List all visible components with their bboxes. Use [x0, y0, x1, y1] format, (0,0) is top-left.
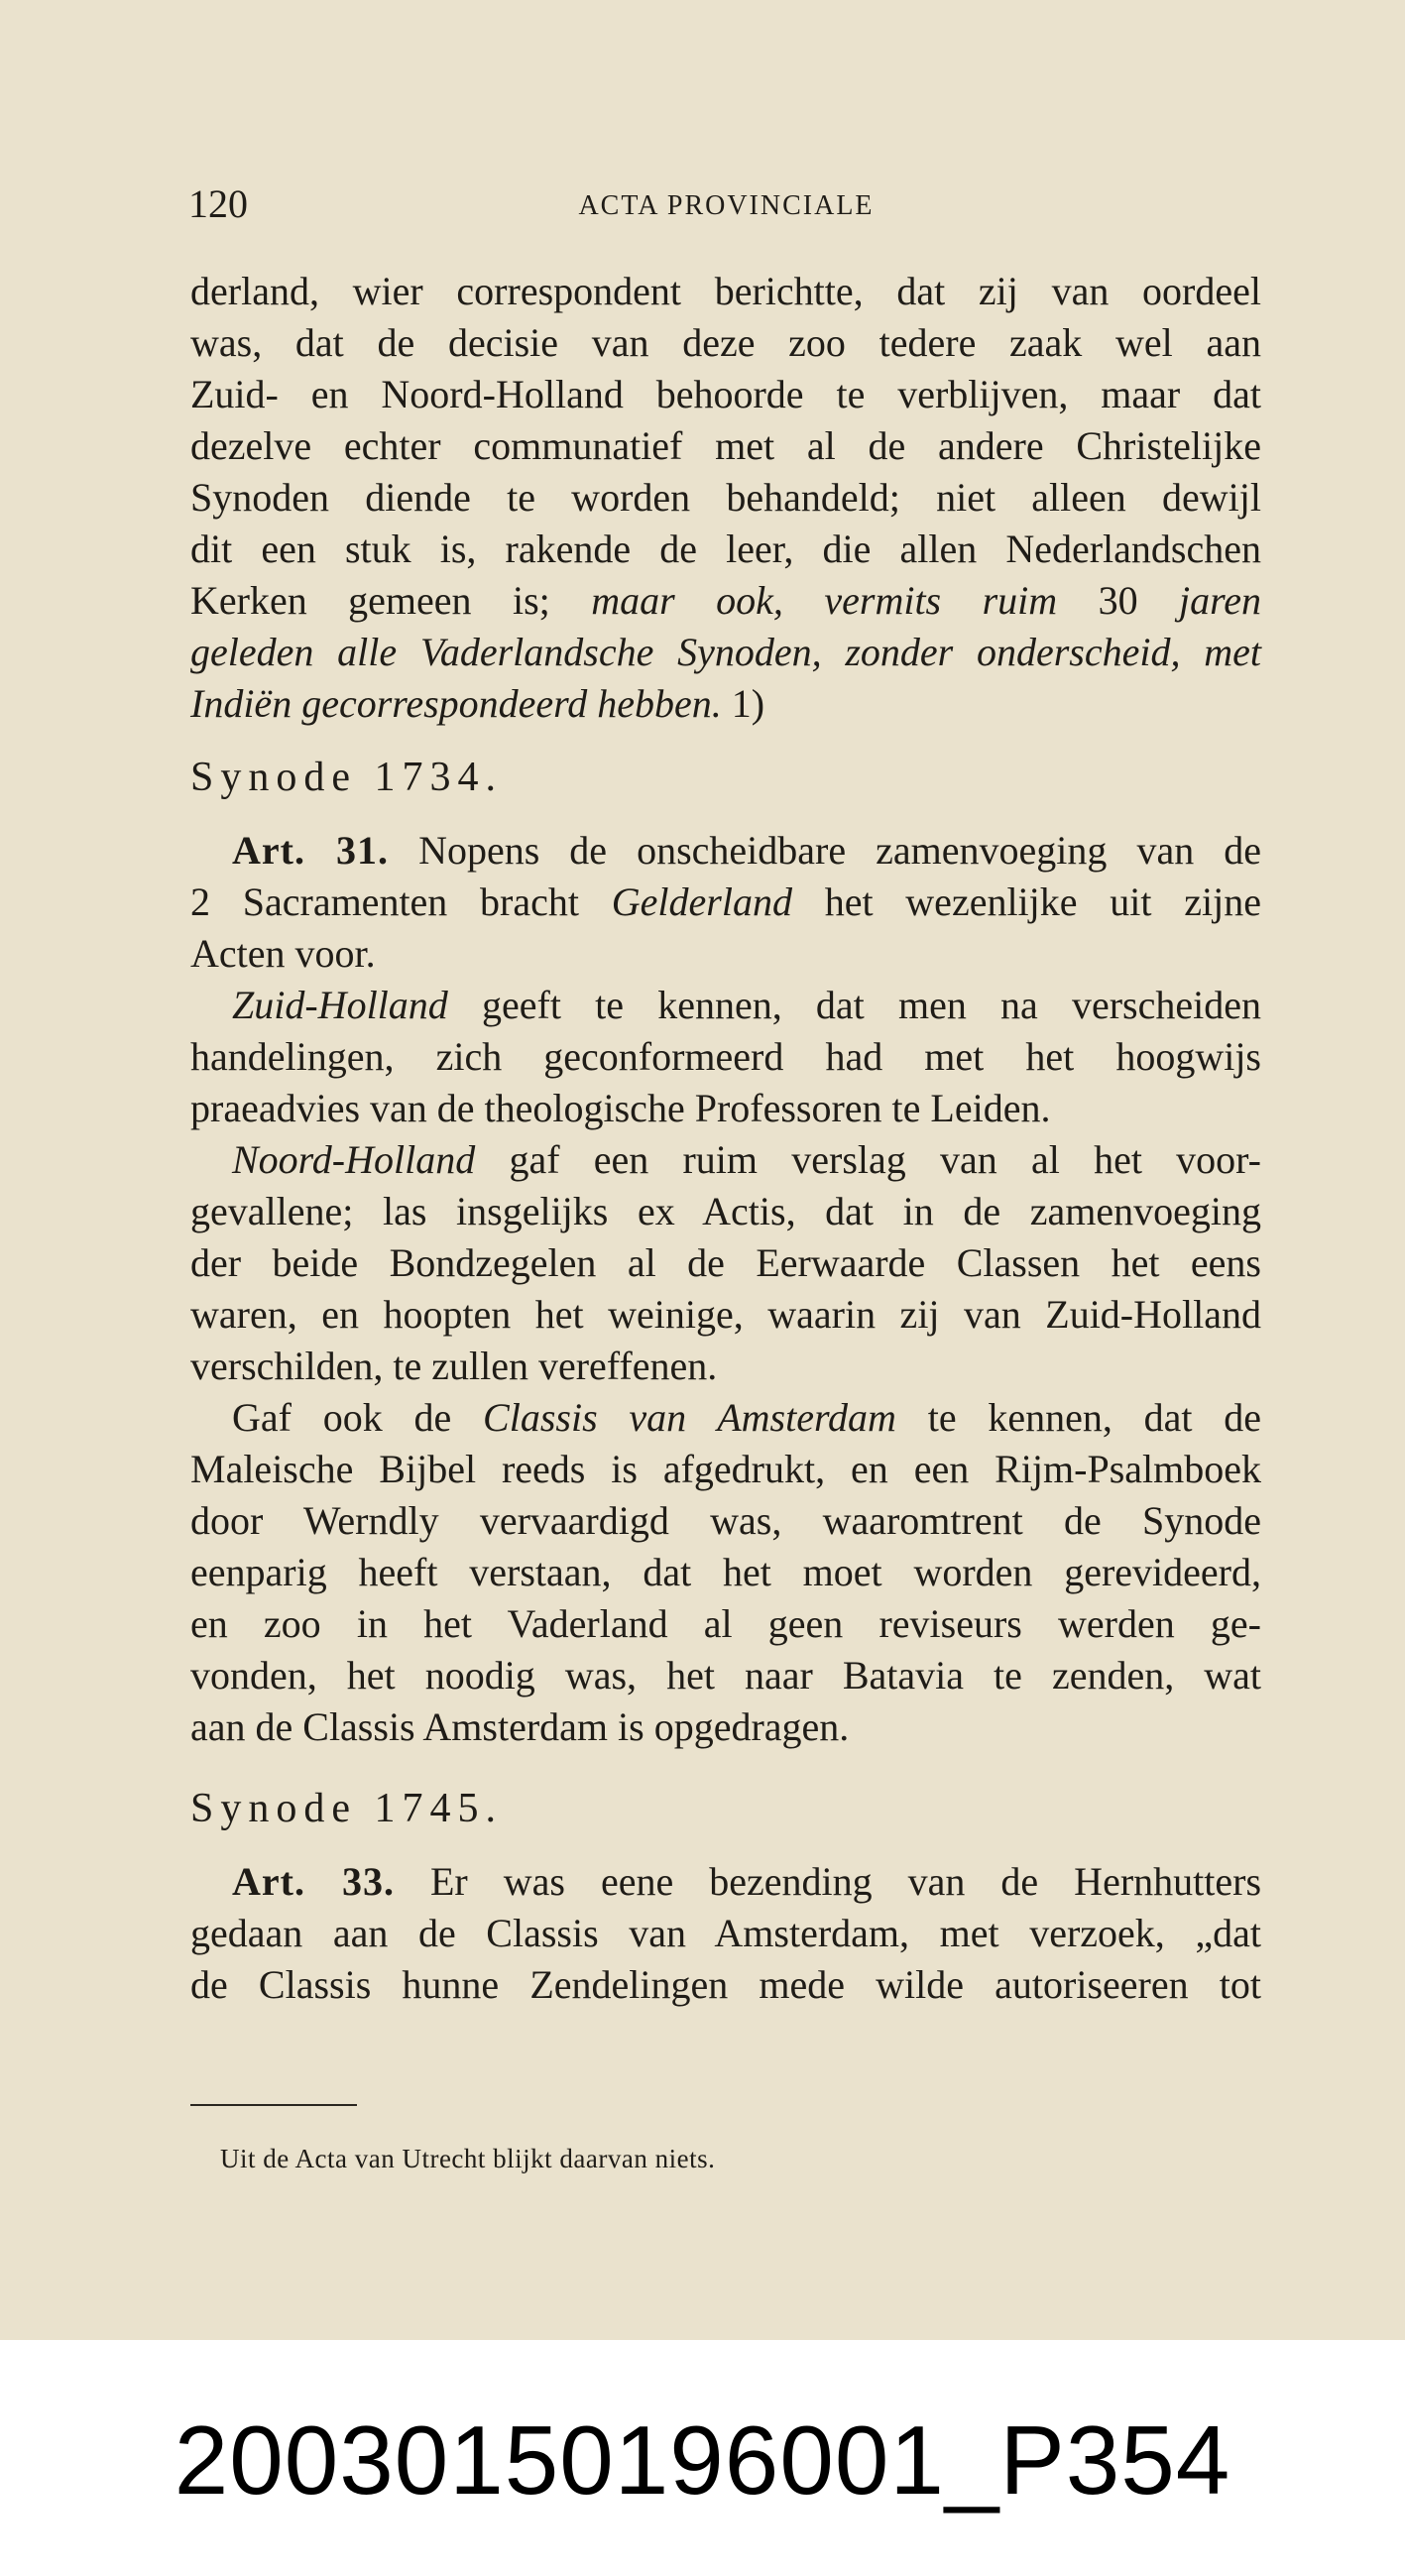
section-heading: Synode 1745.: [190, 1786, 503, 1831]
page-body: [190, 266, 1261, 2011]
text-segment: Nopens de onscheidbare zamenvoeging van de: [418, 828, 1262, 873]
text-line: [190, 1392, 1261, 1444]
section-heading: Synode 1734.: [190, 755, 503, 800]
text-line: geleden alle Vaderlandsche Synoden, zonder onderscheid, met: [190, 630, 1261, 674]
text-line: dit een stuk is, rakende de leer, die allen Nederlandschen: [190, 527, 1261, 571]
text-line: Acten voor.: [190, 931, 376, 976]
text-line: [190, 575, 1261, 627]
italic-text: Classis van Amsterdam: [483, 1395, 896, 1440]
footnote-ref: 1): [731, 681, 765, 726]
text-line: [190, 678, 1261, 730]
text-line: was, dat de decisie van deze zoo tedere zaak wel aan: [190, 320, 1261, 365]
text-line: der beide Bondzegelen al de Eerwaarde Classen het eens: [190, 1240, 1261, 1285]
text-segment: Kerken gemeen is;: [190, 578, 550, 623]
text-segment: 30: [1098, 578, 1138, 623]
running-head: ACTA PROVINCIALE: [578, 190, 875, 221]
text-line: derland, wier correspondent berichtte, dat zij van oordeel: [190, 269, 1261, 313]
italic-text: maar ook, vermits ruim: [591, 578, 1058, 623]
text-line: eenparig heeft verstaan, dat het moet worden gerevideerd,: [190, 1550, 1261, 1594]
text-line: [190, 980, 1261, 1031]
text-line: handelingen, zich geconformeerd had met het hoogwijs: [190, 1034, 1261, 1079]
text-segment: Gaf ook de: [232, 1395, 452, 1440]
italic-text: Indiën gecorrespondeerd hebben.: [190, 681, 722, 726]
text-line: Synoden diende te worden behandeld; niet alleen dewijl: [190, 475, 1261, 520]
text-line: [190, 1856, 1261, 1908]
text-line: door Werndly vervaardigd was, waaromtrent de Synode: [190, 1498, 1261, 1543]
text-line: gedaan aan de Classis van Amsterdam, met verzoek, „dat: [190, 1911, 1261, 1955]
italic-text: Noord-Holland: [232, 1137, 476, 1182]
footnote: Uit de Acta van Utrecht blijkt daarvan niets.: [220, 2144, 716, 2173]
text-line: Zuid- en Noord-Holland behoorde te verblijven, maar dat: [190, 372, 1261, 416]
italic-text: jaren: [1179, 578, 1261, 623]
italic-text: Zuid-Holland: [232, 983, 448, 1027]
page-header: [188, 180, 1264, 230]
text-line: aan de Classis Amsterdam is opgedragen.: [190, 1704, 850, 1749]
text-line: Maleische Bijbel reeds is afgedrukt, en een Rijm-Psalmboek: [190, 1447, 1261, 1491]
text-segment: Er was eene bezending van de Hernhutters: [430, 1859, 1262, 1904]
scan-id-caption: 20030150196001_P354: [174, 2405, 1231, 2515]
text-line: gevallene; las insgelijks ex Actis, dat in de zamenvoeging: [190, 1189, 1261, 1233]
article-number: Art. 31.: [232, 828, 390, 873]
italic-text: Gelderland: [611, 879, 792, 924]
text-segment: 2 Sacramenten bracht: [190, 879, 579, 924]
text-line: de Classis hunne Zendelingen mede wilde autoriseeren tot: [190, 1962, 1261, 2007]
text-line: vonden, het noodig was, het naar Batavia te zenden, wat: [190, 1653, 1261, 1698]
text-line: [190, 1134, 1261, 1186]
text-line: verschilden, te zullen vereffenen.: [190, 1344, 718, 1388]
article-number: Art. 33.: [232, 1859, 395, 1904]
text-segment: geeft te kennen, dat men na verscheiden: [482, 983, 1261, 1027]
text-line: dezelve echter communatief met al de andere Christelijke: [190, 423, 1261, 468]
text-segment: gaf een ruim verslag van al het voor-: [509, 1137, 1262, 1182]
text-segment: te kennen, dat de: [927, 1395, 1262, 1440]
text-line: [190, 825, 1261, 877]
text-line: [190, 877, 1261, 928]
text-line: waren, en hoopten het weinige, waarin zij van Zuid-Holland: [190, 1292, 1261, 1337]
text-line: en zoo in het Vaderland al geen reviseurs werden ge-: [190, 1601, 1261, 1646]
footnote-rule: [190, 2104, 357, 2106]
text-line: praeadvies van de theologische Professoren te Leiden.: [190, 1086, 1051, 1130]
page-number: 120: [188, 181, 248, 226]
text-segment: het wezenlijke uit zijne: [824, 879, 1261, 924]
